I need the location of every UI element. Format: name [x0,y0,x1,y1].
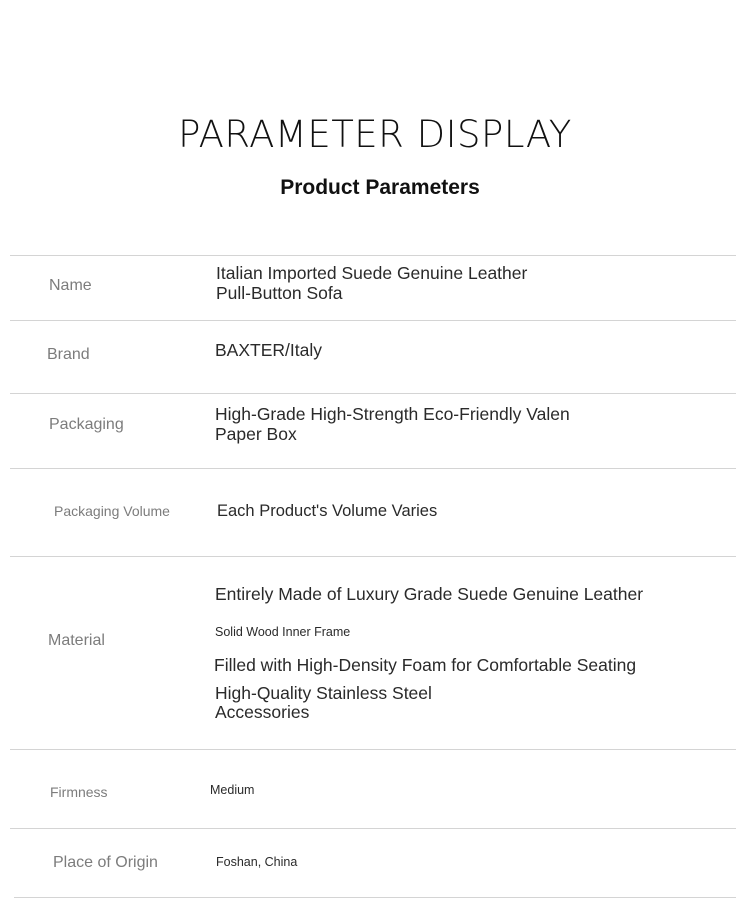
param-value-packaging-line2: Paper Box [215,424,297,444]
page-title: PARAMETER DISPLAY [178,113,572,156]
param-label-name: Name [49,277,92,294]
table-divider [10,320,736,321]
table-divider [10,468,736,469]
param-value-brand: BAXTER/Italy [215,340,322,360]
param-value-place-of-origin: Foshan, China [216,855,298,869]
param-label-material: Material [48,632,105,649]
table-divider [10,556,736,557]
table-divider [10,255,736,256]
param-value-material-item: High-Quality Stainless Steel [215,683,432,703]
param-value-material-item: Accessories [215,702,310,722]
param-value-packaging-line1: High-Grade High-Strength Eco-Friendly Valen [215,404,570,424]
param-value-name-line2: Pull-Button Sofa [216,283,343,303]
param-value-material-item: Solid Wood Inner Frame [215,625,351,639]
param-value-material-item: Filled with High-Density Foam for Comfortable Seating [214,655,637,675]
table-divider [14,897,736,898]
page-subtitle: Product Parameters [280,176,480,199]
param-label-brand: Brand [47,346,90,363]
param-value-packaging-volume: Each Product's Volume Varies [217,502,438,520]
param-label-packaging: Packaging [49,416,124,433]
param-label-packaging-volume: Packaging Volume [54,503,170,519]
param-value-name-line1: Italian Imported Suede Genuine Leather [216,263,528,283]
table-divider [10,393,736,394]
param-value-firmness: Medium [210,783,255,797]
table-divider [10,749,736,750]
param-label-place-of-origin: Place of Origin [53,854,158,871]
param-value-material-item: Entirely Made of Luxury Grade Suede Genuine Leather [215,584,644,604]
table-divider [10,828,736,829]
param-label-firmness: Firmness [50,784,108,800]
